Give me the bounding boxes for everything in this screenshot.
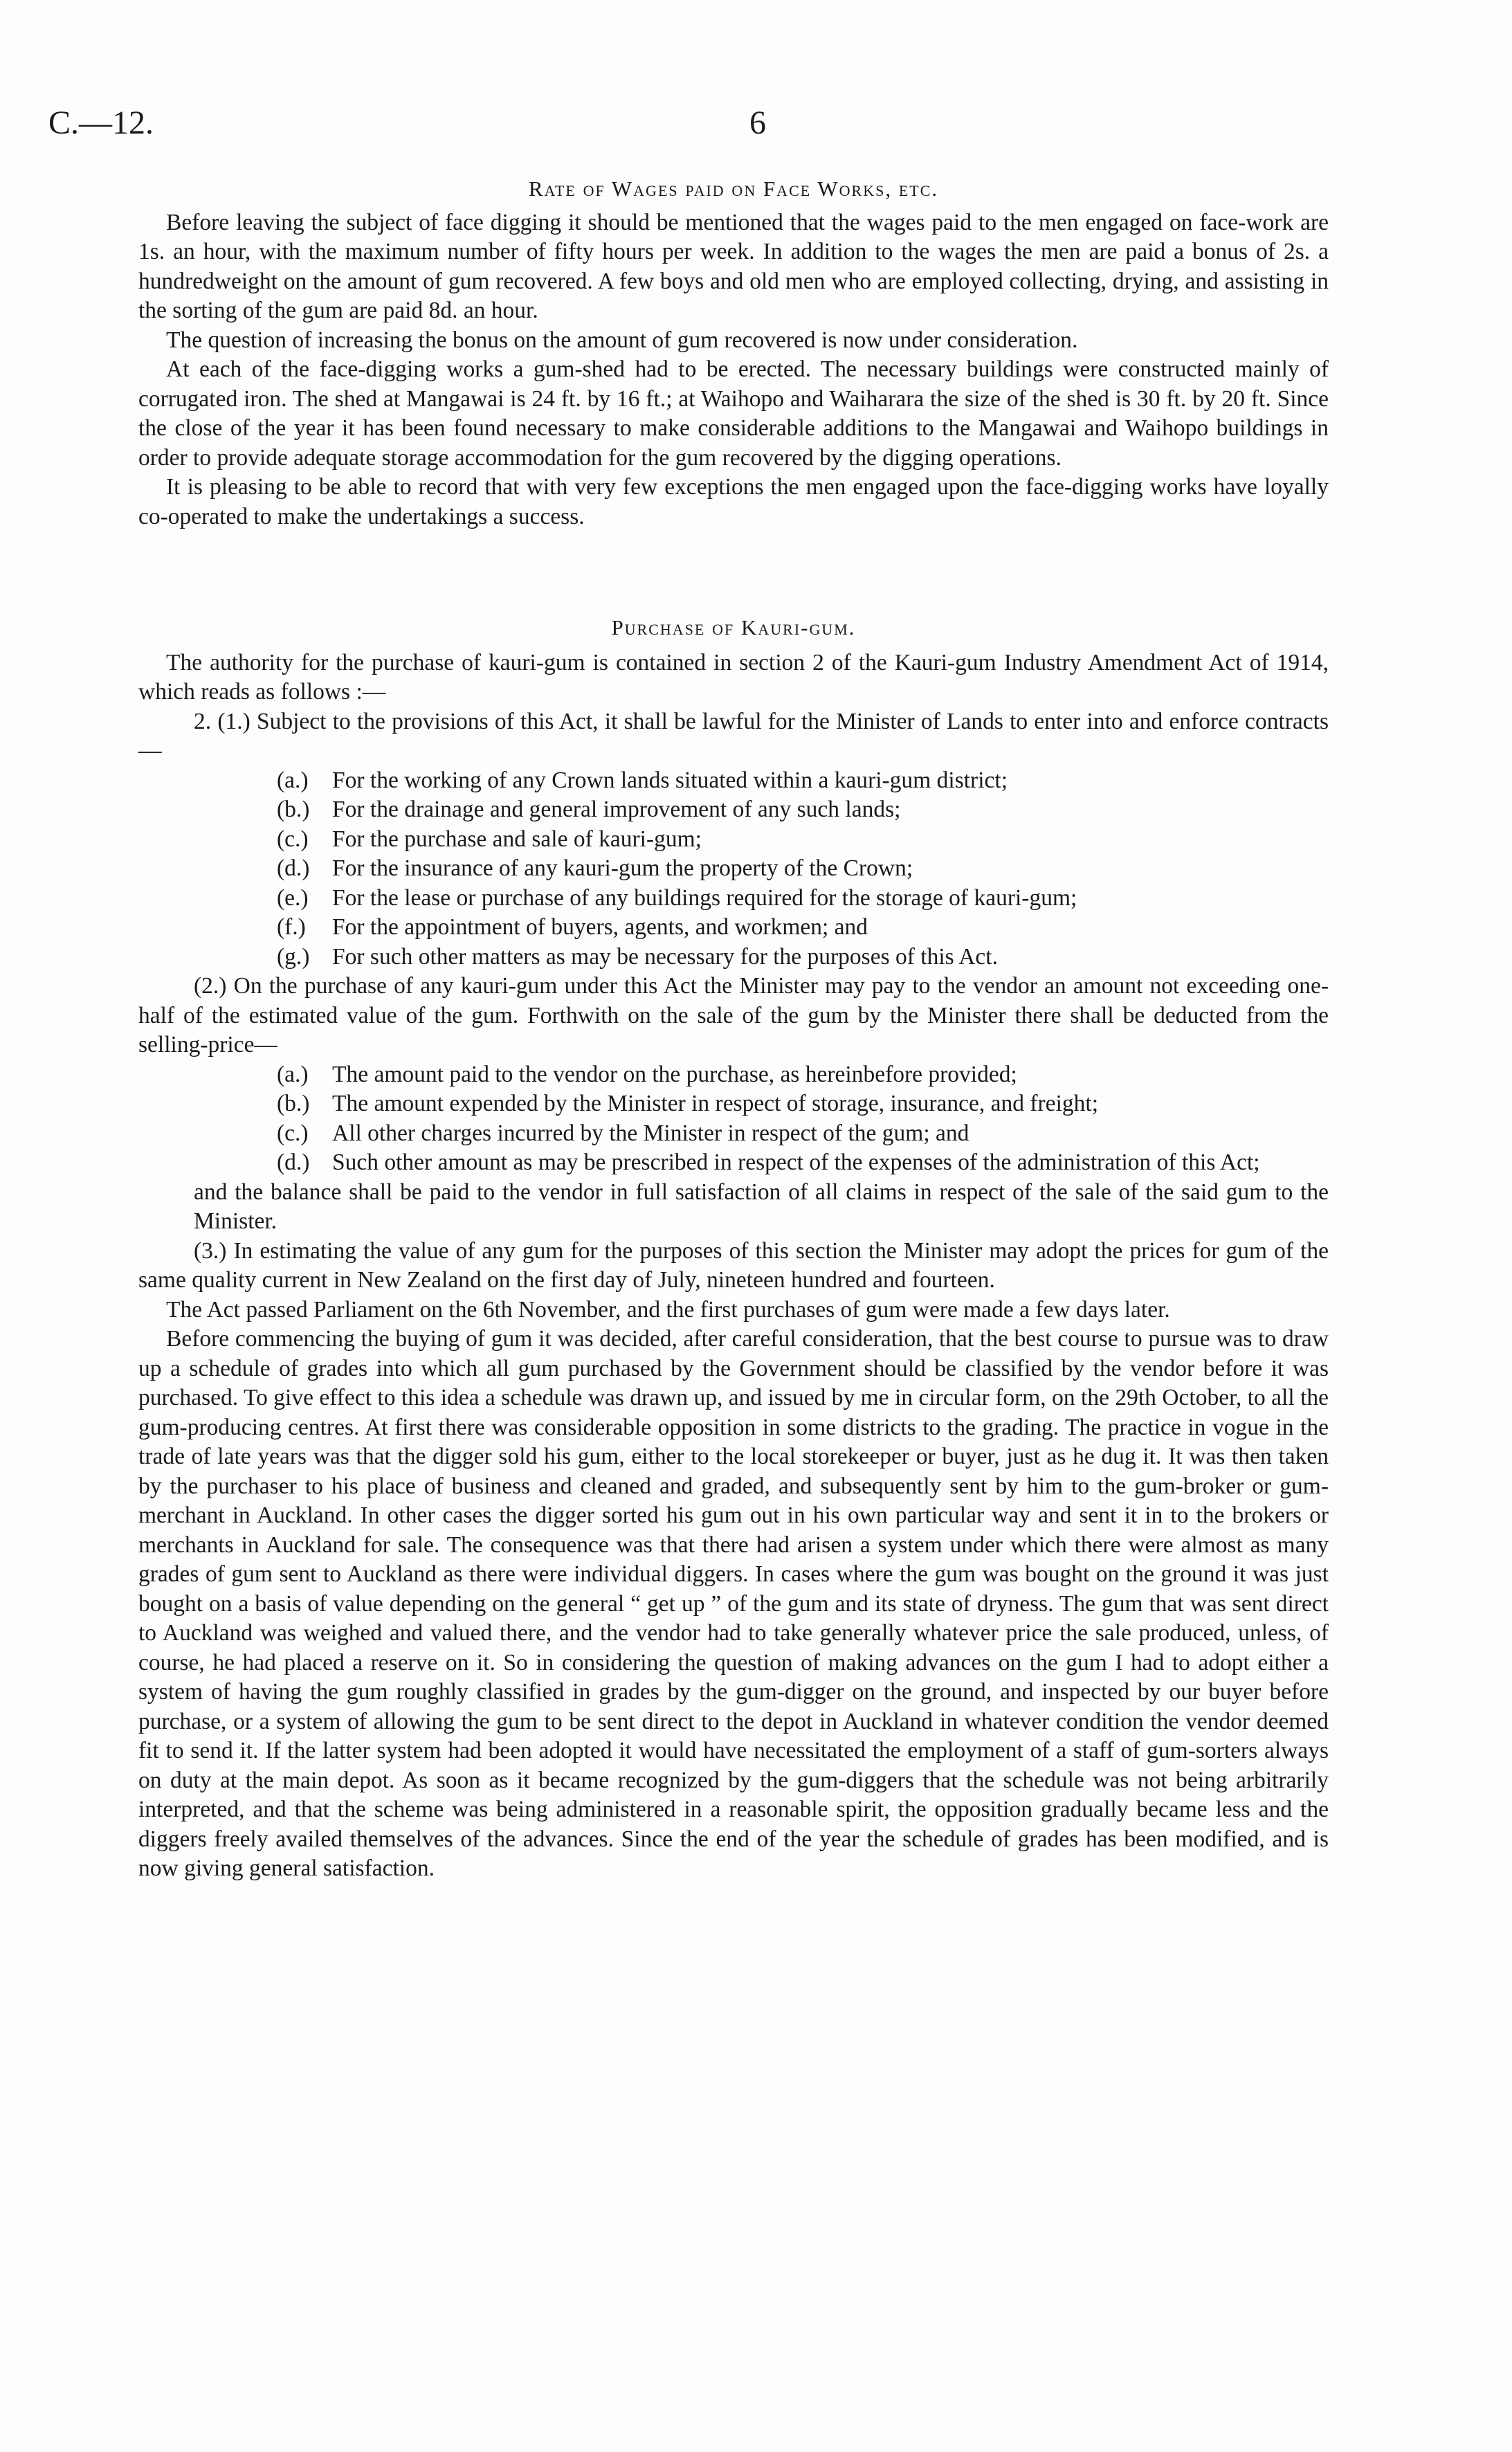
page-number: 6 (749, 105, 766, 141)
item-marker: (d.) (277, 855, 310, 881)
paragraph: Before commencing the buying of gum it was decided, after careful consideration, that the best course to pursue was to draw up a schedule of grades into which all gum purchased by the Government should be classified by the vendor before it was purchased. To give effect to this idea a schedule was drawn up, and issued by me in circular form, on the 29th October, to all the gum-producing centres. At first there was considerable opposition in some districts to the grading. The practice in vogue in the trade of late years was that the digger sold his gum, either to the local storekeeper or buyer, just as he dug it. It was then taken by the purchaser to his place of business and cleaned and graded, and subsequently sent by him to the gum-broker or gum-merchant in Auckland. In other cases the digger sorted his gum out in his own particular way and sent it in to the brokers or merchants in Auckland for sale. The consequence was that there had arisen a system under which there were almost as many grades of gum sent to Auckland as there were individual diggers. In cases where the gum was bought on the ground it was just bought on a basis of value depending on the general “ get up ” of the gum and its state of dryness. The gum that was sent direct to Auckland was weighed and valued there, and the vendor had to take generally whatever price the sale produced, unless, of course, he had placed a reserve on it. So in considering the question of making advances on the gum I had to adopt either a system of having the gum roughly classified in grades by the gum-digger on the ground, and inspected by our buyer before purchase, or a system of allowing the gum to be sent direct to the depot in Auckland in whatever condition the vendor deemed fit to send it. If the latter system had been adopted it would have necessitated the employment of a staff of gum-sorters always on duty at the main depot. As soon as it became recognized by the gum-diggers that the schedule was not being arbitrarily interpreted, and that the scheme was being administered in a reasonable spirit, the opposition gradually became less and the diggers freely availed themselves of the advances. Since the end of the year the schedule of grades has been modified, and is now giving general satisfaction. (138, 1326, 1329, 1881)
paragraph: The Act passed Parliament on the 6th November, and the first purchases of gum were made a few days later. (166, 1296, 1170, 1323)
item-marker: (e.) (277, 884, 309, 911)
act-clause-item (277, 766, 1329, 796)
item-text: The amount expended by the Minister in respect of storage, insurance, and freight; (332, 1091, 1099, 1116)
item-marker: (b.) (277, 797, 310, 822)
act-clause-item (277, 825, 1329, 855)
paragraph: Before leaving the subject of face digging it should be mentioned that the wages paid to the men engaged on face-work are 1s. an hour, with the maximum number of fifty hours per week. In addition to the wages the men are paid a bonus of 2s. a hundredweight on the amount of gum recovered. A few boys and old men who are employed collecting, drying, and assisting in the sorting of the gum are paid 8d. an hour. (138, 209, 1329, 323)
item-text: For the working of any Crown lands situated within a kauri-gum district; (332, 767, 1008, 793)
act-clause: 2. (1.) Subject to the provisions of this Act, it shall be lawful for the Minister of Lands to enter into and enforce contracts— (138, 708, 1329, 763)
item-marker: (b.) (277, 1091, 310, 1116)
paragraph: The authority for the purchase of kauri-gum is contained in section 2 of the Kauri-gum Industry Amendment Act of 1914, which reads as follows :— (138, 649, 1329, 705)
item-marker: (d.) (277, 1150, 310, 1175)
item-marker: (a.) (277, 767, 309, 793)
paragraph: At each of the face-digging works a gum-shed had to be erected. The necessary buildings were constructed mainly of corrugated iron. The shed at Mangawai is 24 ft. by 16 ft.; at Waihopo and Waiharara the size of the shed is 30 ft. by 20 ft. Since the close of the year it has been found necessary to make considerable additions to the Mangawai and Waihopo buildings in order to provide adequate storage accommodation for the gum recovered by the digging operations. (138, 356, 1329, 471)
item-marker: (f.) (277, 914, 306, 940)
page-header (48, 104, 1467, 152)
item-text: Such other amount as may be prescribed in respect of the expenses of the administration of this Act; (332, 1150, 1260, 1175)
item-marker: (a.) (277, 1061, 309, 1087)
act-clause-item (277, 1089, 1329, 1119)
act-clause-item (277, 884, 1329, 914)
act-clause-item (277, 1060, 1329, 1090)
act-clause-item (277, 795, 1329, 825)
item-text: For the purchase and sale of kauri-gum; (332, 826, 702, 852)
item-marker: (g.) (277, 943, 310, 970)
act-clause: (2.) On the purchase of any kauri-gum under this Act the Minister may pay to the vendor an amount not exceeding one-half of the estimated value of the gum. Forthwith on the sale of the gum by the Minister there shall be deducted from the selling-price— (138, 973, 1329, 1057)
item-text: For the appointment of buyers, agents, and workmen; and (332, 914, 868, 940)
item-text: For the lease or purchase of any buildings required for the storage of kauri-gum; (332, 884, 1077, 911)
item-text: For such other matters as may be necessary for the purposes of this Act. (332, 943, 998, 970)
document-reference: C.—12. (48, 105, 154, 141)
item-text: For the insurance of any kauri-gum the property of the Crown; (332, 855, 913, 881)
item-marker: (c.) (277, 1120, 309, 1146)
paragraph: It is pleasing to be able to record that with very few exceptions the men engaged upon the face-digging works have loyally co-operated to make the undertakings a success. (138, 474, 1329, 529)
act-clause: (3.) In estimating the value of any gum for the purposes of this section the Minister may adopt the prices for gum of the same quality current in New Zealand on the first day of July, nineteen hundred and fourteen. (138, 1237, 1329, 1293)
item-text: All other charges incurred by the Minister in respect of the gum; and (332, 1120, 969, 1146)
act-clause-item (277, 913, 1329, 943)
section-heading-wages: Rate of Wages paid on Face Works, etc. (528, 176, 939, 201)
act-clause-continuation: and the balance shall be paid to the vendor in full satisfaction of all claims in respect of the sale of the said gum to the Minister. (194, 1179, 1329, 1234)
paragraph: The question of increasing the bonus on the amount of gum recovered is now under consideration. (166, 327, 1078, 353)
item-text: For the drainage and general improvement of any such lands; (332, 797, 901, 822)
act-clause-item (277, 854, 1329, 884)
section-heading-purchase: Purchase of Kauri-gum. (611, 615, 856, 639)
act-clause-item (277, 1119, 1329, 1149)
item-marker: (c.) (277, 826, 309, 852)
act-clause-item (277, 1148, 1329, 1178)
act-clause-item (277, 943, 1329, 972)
item-text: The amount paid to the vendor on the purchase, as hereinbefore provided; (332, 1061, 1017, 1087)
document-body (138, 174, 1329, 1884)
